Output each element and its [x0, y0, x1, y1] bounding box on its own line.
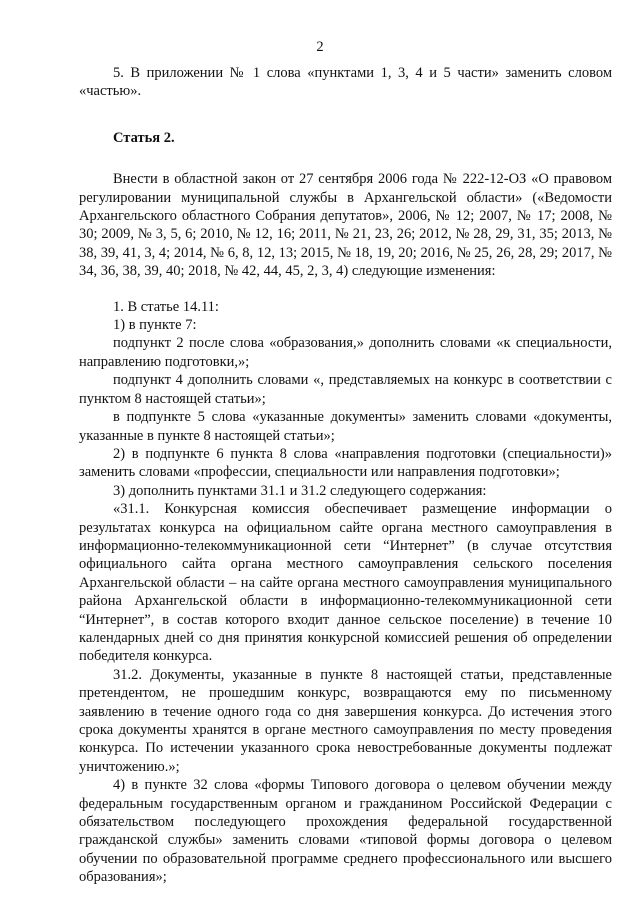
subitem-3: 3) дополнить пунктами 31.1 и 31.2 следующего содержания:: [113, 482, 487, 499]
section-1-title: 1. В статье 14.11:: [113, 298, 219, 315]
subitem-4: 4) в пункте 32 слова «формы Типового договора о целевом обучении между федеральным государственным органом и гражданином Российской Федерации с обязательством последующего прохождения федеральной государственной гражданской службы» заменить словами «типовой формы договора о целевом обучении по образовательной программе среднего профессионального или высшего образования»;: [79, 777, 612, 886]
subitem-1-b: подпункт 4 дополнить словами «, представляемых на конкурс в соответствии с пунктом 8 настоящей статьи»;: [79, 372, 612, 407]
spacer: [79, 281, 612, 298]
subitem-1-a: подпункт 2 после слова «образования,» дополнить словами «к специальности, направлению подготовки,»;: [79, 335, 612, 370]
article-intro: Внести в областной закон от 27 сентября 2006 года № 222-12-ОЗ «О правовом регулировании муниципальной службы в Архангельской области» («Ведомости Архангельского областного Собрания депутатов», 2006, № 12; 2007, № 17; 2008, № 30; 2009, № 3, 5, 6; 2010, № 12, 16; 2011, № 21, 23, 26; 2012, № 28, 29, 31, 35; 2013, № 38, 39, 41, 3, 4; 2014, № 6, 8, 12, 13; 2015, № 18, 19, 20; 2016, № 25, 26, 28, 29; 2017, № 34, 36, 38, 39, 40; 2018, № 42, 44, 45, 2, 3, 4) следующие изменения:: [79, 171, 612, 280]
paragraph-item-5: 5. В приложении № 1 слова «пунктами 1, 3, 4 и 5 части» заменить словом «частью».: [79, 65, 612, 100]
spacer: [79, 101, 612, 129]
spacer: [79, 147, 612, 170]
paragraph-31-2: 31.2. Документы, указанные в пункте 8 настоящей статьи, представленные претендентом, не прошедшим конкурс, возвращаются ему по письменному заявлению в течение одного года со дня завершения конкурса. До истечения этого срока документы хранятся в органе местного самоуправления по месту проведения конкурса. По истечении указанного срока невостребованные документы подлежат уничтожению.»;: [79, 666, 612, 775]
page-number: 2: [316, 39, 324, 55]
subitem-2: 2) в подпункте 6 пункта 8 слова «направления подготовки (специальности)» заменить словами «профессии, специальности или направления подготовки»;: [79, 445, 612, 481]
document-body: [79, 64, 612, 887]
article-heading: Статья 2.: [113, 129, 175, 146]
paragraph-31-1: «31.1. Конкурсная комиссия обеспечивает размещение информации о результатах конкурса на официальном сайте органа местного самоуправления в информационно-телекоммуникационной сети “Интернет” (в случае отсутствия официального сайта органа местного самоуправления сельского поселения Архангельской области – на сайте органа местного самоуправления муниципального района Архангельской области в информационно-телекоммуникационной сети “Интернет”, в состав которого входит данное сельское поселение) в течение 10 календарных дней со дня принятия конкурсной комиссией решения об определении победителя конкурса.: [79, 501, 612, 665]
subitem-1: 1) в пункте 7:: [113, 317, 197, 334]
subitem-1-c: в подпункте 5 слова «указанные документы» заменить словами «документы, указанные в пункте 8 настоящей статьи»;: [79, 409, 612, 444]
